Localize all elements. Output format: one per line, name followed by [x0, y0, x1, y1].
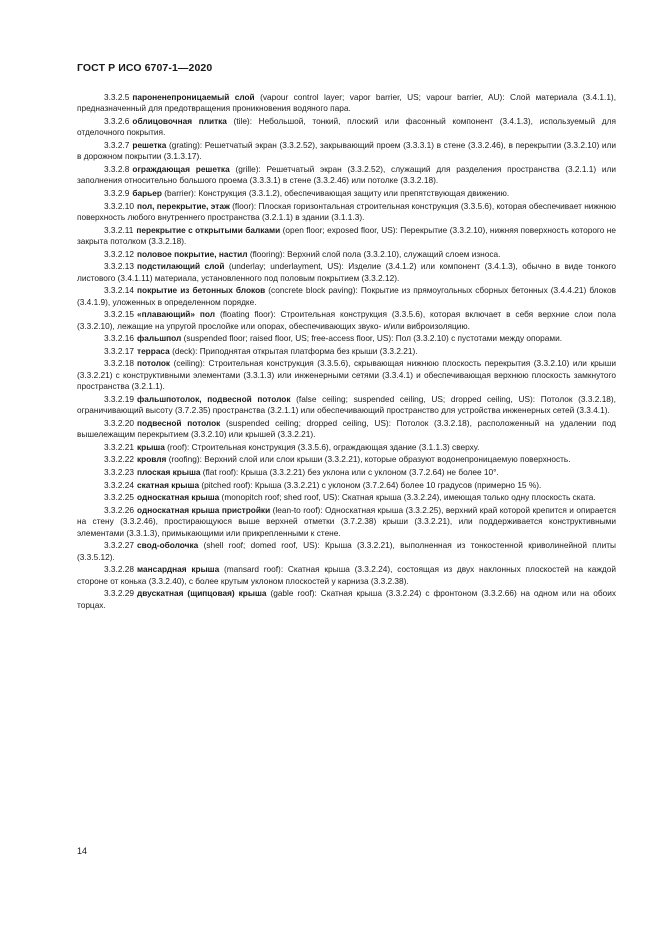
definition-entry: [77, 442, 616, 453]
entry-term: фальшпол: [137, 333, 182, 344]
entry-number: 3.3.2.25: [104, 492, 134, 503]
entry-term: крыша: [137, 441, 165, 452]
entry-definition: (floating floor): Строительная конструкция (3.3.5.6), которая включает в себя верхние слои пола (3.3.2.10), лежащие на упругой прослойке или опорах, обеспечивающих звуко- и/или виброизоляцию.: [77, 309, 617, 331]
entry-definition: (barrier): Конструкция (3.3.1.2), обеспечивающая защиту или препятствующая движению.: [161, 188, 510, 198]
entry-term: плоская крыша: [137, 466, 201, 477]
document-body: [77, 92, 616, 612]
entry-term: терраса: [137, 345, 170, 356]
definition-entry: [77, 333, 616, 344]
entry-definition: (flooring): Верхний слой пола (3.3.2.10), служащий слоем износа.: [247, 248, 501, 259]
entry-number: 3.3.2.14: [104, 285, 134, 296]
entry-number: 3.3.2.18: [104, 358, 134, 369]
entry-term: перекрытие с открытыми балками: [136, 224, 281, 235]
entry-term: односкатная крыша пристройки: [137, 504, 271, 515]
entry-definition: (shell roof; domed roof, US): Крыша (3.3.2.21), выполненная из тонкостенной криволинейной плиты (3.3.5.12).: [77, 540, 616, 562]
definition-entry: [77, 358, 616, 392]
entry-term: ограждающая решетка: [132, 164, 230, 174]
definition-entry: [77, 92, 616, 115]
entry-definition: (grille): Решетчатый экран (3.3.2.52), служащий для разделения пространства (3.2.1.1) или заполнения относительно большого проема (3.3.3.1) в стене (3.3.2.46) или потолке (3.3.2.18).: [77, 164, 616, 186]
definition-entry: [77, 492, 616, 503]
definition-entry: [77, 346, 616, 357]
entry-definition: (ceiling): Строительная конструкция (3.3.5.6), скрывающая нижнюю плоскость перекрытия (3.3.2.10) или крыши (3.3.2.21) с конструктивными элементами (3.3.1.3) или инженерными сетями (3.3.4.1) и обеспечивающая верхнюю плоскость замкнутого пространства (3.2.1.1).: [77, 358, 616, 392]
entry-number: 3.3.2.6: [104, 116, 130, 126]
definition-entry: [77, 285, 616, 308]
entry-number: 3.3.2.8: [104, 164, 130, 174]
entry-number: 3.3.2.16: [104, 333, 134, 344]
document-header: ГОСТ Р ИСО 6707-1—2020: [77, 62, 213, 74]
entry-term: решетка: [132, 140, 167, 150]
entry-definition: (roofing): Верхний слой или слои крыши (3.3.2.21), которые образуют водонепроницаемую поверхность.: [166, 454, 571, 465]
definition-entry: [77, 454, 616, 465]
definition-entry: [77, 140, 616, 163]
entry-number: 3.3.2.29: [104, 588, 134, 599]
page-number: 14: [77, 846, 88, 856]
definition-entry: [77, 201, 616, 224]
entry-number: 3.3.2.17: [104, 345, 134, 356]
entry-term: фальшпотолок, подвесной потолок: [137, 393, 291, 404]
entry-number: 3.3.2.10: [104, 200, 134, 211]
entry-term: свод-оболочка: [137, 540, 199, 551]
entry-number: 3.3.2.13: [104, 261, 134, 272]
entry-number: 3.3.2.7: [104, 140, 130, 150]
definition-entry: [77, 261, 616, 284]
definition-entry: [77, 588, 616, 611]
entry-term: облицовочная плитка: [132, 116, 227, 126]
definition-entry: [77, 467, 616, 478]
entry-term: подвесной потолок: [137, 417, 221, 428]
entry-definition: (lean-to roof): Односкатная крыша (3.3.2.25), верхний край которой крепится и опирается на стену (3.3.2.46), простирающуюся выше верхней отметки (3.7.2.38) крыши (3.3.2.21), или поддерживается конструктивными элементами (3.3.1.3), примыкающими или прикрепленными к стене.: [77, 504, 616, 538]
definition-entry: [77, 249, 616, 260]
entry-definition: (vapour control layer; vapor barrier, US; vapour barrier, AU): Слой материала (3.4.1.1), предназначенный для предотвращения проникновения водяного пара.: [77, 92, 617, 114]
entry-number: 3.3.2.15: [104, 309, 134, 320]
entry-definition: (concrete block paving): Покрытие из прямоугольных сборных бетонных (3.4.4.21) блоков (3.4.1.9), уложенных в определенном порядке.: [77, 285, 616, 307]
entry-term: кровля: [137, 454, 167, 465]
definition-entry: [77, 480, 616, 491]
definition-entry: [77, 164, 616, 187]
entry-term: подстилающий слой: [137, 261, 225, 272]
entry-number: 3.3.2.22: [104, 454, 134, 465]
entry-number: 3.3.2.5: [104, 92, 130, 102]
definition-entry: [77, 116, 616, 139]
entry-term: пол, перекрытие, этаж: [137, 200, 230, 211]
entry-definition: (monopitch roof; shed roof, US): Скатная крыша (3.3.2.24), имеющая только одну плоскость ската.: [219, 492, 596, 503]
entry-definition: (grating): Решетчатый экран (3.3.2.52), закрывающий проем (3.3.3.1) в стене (3.3.2.46), в перекрытии (3.3.2.10) или в дорожном покрытии (3.1.3.17).: [77, 140, 616, 162]
entry-number: 3.3.2.20: [104, 417, 134, 428]
entry-number: 3.3.2.23: [104, 466, 134, 477]
entry-definition: (pitched roof): Крыша (3.3.2.21) с уклоном (3.7.2.64) более 10 градусов (примерно 15 %).: [199, 479, 542, 490]
definition-entry: [77, 309, 616, 332]
entry-definition: (underlay; underlayment, US): Изделие (3.4.1.2) или компонент (3.4.1.3), обычно в виде тонкого листового (3.4.1.11) материала, установленного под половым покрытием (3.3.2.12).: [77, 261, 617, 283]
definition-entry: [77, 540, 616, 563]
entry-number: 3.3.2.24: [104, 479, 134, 490]
entry-definition: (open floor; exposed floor, US): Перекрытие (3.3.2.10), нижняя поверхность которого не закрыта потолком (3.3.2.18).: [77, 224, 616, 246]
definition-entry: [77, 394, 616, 417]
entry-number: 3.3.2.21: [104, 441, 134, 452]
entry-term: двускатная (щипцовая) крыша: [137, 588, 267, 599]
entry-number: 3.3.2.26: [104, 504, 134, 515]
definition-entry: [77, 188, 616, 199]
entry-definition: (deck): Приподнятая открытая платформа без крыши (3.3.2.21).: [169, 345, 418, 356]
entry-number: 3.3.2.27: [104, 540, 134, 551]
entry-definition: (suspended floor; raised floor, US; free-access floor, US): Пол (3.3.2.10) с пустотами между опорами.: [181, 333, 563, 344]
entry-term: «плавающий» пол: [137, 309, 216, 320]
entry-term: покрытие из бетонных блоков: [137, 285, 266, 296]
entry-number: 3.3.2.11: [104, 224, 134, 235]
entry-definition: (roof): Строительная конструкция (3.3.5.6), ограждающая здание (3.1.1.3) сверху.: [164, 441, 480, 452]
entry-term: мансардная крыша: [137, 564, 220, 575]
entry-definition: (tile): Небольшой, тонкий, плоский или фасонный компонент (3.4.1.3), используемый для отделочного покрытия.: [77, 116, 616, 138]
entry-term: потолок: [137, 358, 171, 369]
entry-term: половое покрытие, настил: [137, 248, 248, 259]
entry-number: 3.3.2.19: [104, 393, 134, 404]
entry-term: односкатная крыша: [137, 492, 220, 503]
entry-definition: (floor): Плоская горизонтальная строительная конструкция (3.3.5.6), которая обеспечивает нижнюю поверхность любого внутреннего пространства (3.2.1.1) в здании (3.1.1.3).: [77, 200, 616, 222]
entry-definition: (flat roof): Крыша (3.3.2.21) без уклона или с уклоном (3.7.2.64) не более 10°.: [200, 466, 499, 477]
entry-number: 3.3.2.28: [104, 564, 134, 575]
entry-term: скатная крыша: [137, 479, 200, 490]
entry-number: 3.3.2.9: [104, 188, 130, 198]
entry-definition: (suspended ceiling; dropped ceiling, US): Потолок (3.3.2.18), расположенный на удалении под вышележащим перекрытием (3.3.2.10) или крышей (3.3.2.21).: [77, 417, 616, 440]
definition-entry: [77, 564, 616, 587]
entry-number: 3.3.2.12: [104, 248, 134, 259]
entry-term: барьер: [132, 188, 162, 198]
entry-definition: (mansard roof): Скатная крыша (3.3.2.24), состоящая из двух наклонных плоскостей на каждой стороне от конька (3.3.2.40), с более крутым уклоном плоскостей у карниза (3.3.2.38).: [77, 564, 616, 586]
definition-entry: [77, 418, 616, 441]
definition-entry: [77, 505, 616, 539]
definition-entry: [77, 225, 616, 248]
entry-term: пароненепроницаемый слой: [132, 92, 255, 102]
entry-definition: (false ceiling; suspended ceiling, US; dropped ceiling, US): Потолок (3.3.2.18), ограничивающий высоту (3.7.2.35) пространства (3.2.1.1) или обеспечивающий пространство для устройства инженерных сетей (3.3.4.1).: [77, 393, 616, 416]
entry-definition: (gable roof): Скатная крыша (3.3.2.24) с фронтоном (3.3.2.66) на одном или на обоих торцах.: [77, 588, 616, 610]
